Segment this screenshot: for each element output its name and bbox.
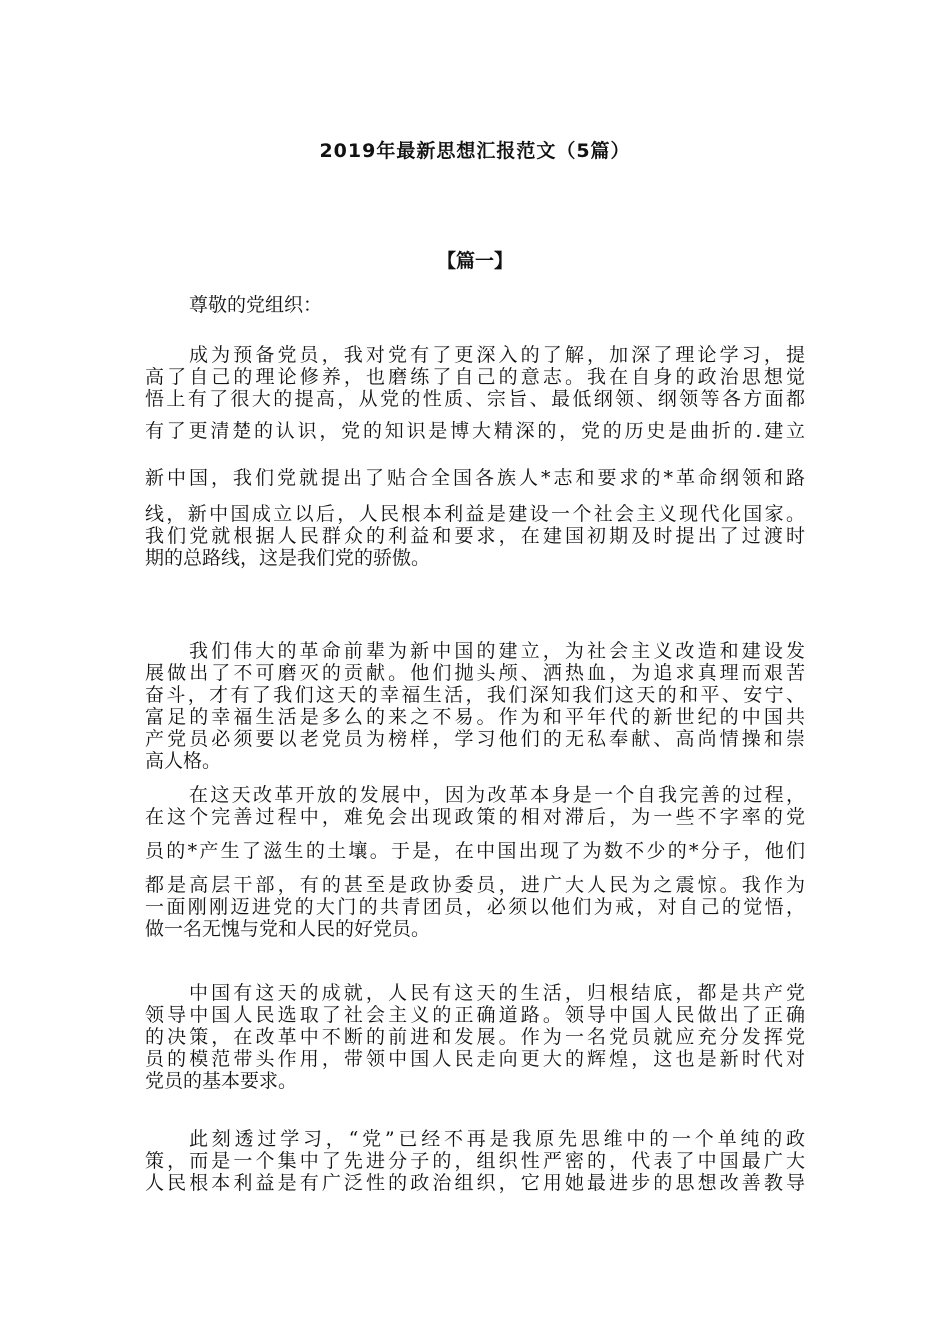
paragraph-3 <box>145 784 805 940</box>
paragraph-1 <box>145 344 805 569</box>
paragraph-line: 党员的基本要求。 <box>145 1070 298 1092</box>
paragraph-line: 员的模范带头作用，带领中国人民走向更大的辉煌，这也是新时代对 <box>145 1048 805 1070</box>
paragraph-line: 中国有这天的成就，人民有这天的生活，归根结底，都是共产党 <box>189 982 805 1004</box>
paragraph-line: 线，新中国成立以后，人民根本利益是建设一个社会主义现代化国家。 <box>145 503 805 525</box>
salutation <box>145 294 805 316</box>
paragraph-line: 产党员必须要以老党员为榜样，学习他们的无私奉献、高尚情操和崇 <box>145 728 805 750</box>
paragraph-line: 我们党就根据人民群众的利益和要求，在建国初期及时提出了过渡时 <box>145 525 805 547</box>
section-heading: 【篇一】 <box>436 250 513 272</box>
paragraph-line: 策，而是一个集中了先进分子的，组织性严密的，代表了中国最广大 <box>145 1150 805 1172</box>
paragraph-line: 期的总路线，这是我们党的骄傲。 <box>145 547 431 569</box>
paragraph-line: 悟上有了很大的提高，从党的性质、宗旨、最低纲领、纲领等各方面都 <box>145 388 805 410</box>
paragraph-line: 高人格。 <box>145 750 222 772</box>
paragraph-line: 在这个完善过程中，难免会出现政策的相对滞后，为一些不字率的党 <box>145 806 805 828</box>
paragraph-line: 富足的幸福生活是多么的来之不易。作为和平年代的新世纪的中国共 <box>145 706 805 728</box>
paragraph-line: 员的*产生了滋生的土壤。于是，在中国出现了为数不少的*分子，他们 <box>145 840 805 862</box>
paragraph-line: 都是高层干部，有的甚至是政协委员，进广大人民为之震惊。我作为 <box>145 874 805 896</box>
paragraph-line: 新中国，我们党就提出了贴合全国各族人*志和要求的*革命纲领和路 <box>145 467 805 489</box>
paragraph-5 <box>145 1128 805 1194</box>
paragraph-line: 我们伟大的革命前辈为新中国的建立，为社会主义改造和建设发 <box>189 640 805 662</box>
paragraph-line: 一面刚刚迈进党的大门的共青团员，必须以他们为戒，对自己的觉悟， <box>145 896 805 918</box>
paragraph-line: 有了更清楚的认识，党的知识是博大精深的，党的历史是曲折的.建立 <box>145 420 805 442</box>
paragraph-line: 此刻透过学习，“党”已经不再是我原先思维中的一个单纯的政 <box>189 1128 805 1150</box>
paragraph-line: 展做出了不可磨灭的贡献。他们抛头颅、洒热血，为追求真理而艰苦 <box>145 662 805 684</box>
paragraph-line: 奋斗，才有了我们这天的幸福生活，我们深知我们这天的和平、安宁、 <box>145 684 805 706</box>
salutation-text: 尊敬的党组织： <box>189 294 323 316</box>
document-title: 2019年最新思想汇报范文（5篇） <box>319 140 631 162</box>
paragraph-4 <box>145 982 805 1092</box>
paragraph-line: 在这天改革开放的发展中，因为改革本身是一个自我完善的过程， <box>189 784 805 806</box>
paragraph-line: 人民根本利益是有广泛性的政治组织，它用她最进步的思想改善教导 <box>145 1172 805 1194</box>
paragraph-line: 领导中国人民选取了社会主义的正确道路。领导中国人民做出了正确 <box>145 1004 805 1026</box>
paragraph-line: 做一名无愧与党和人民的好党员。 <box>145 918 431 940</box>
paragraph-2 <box>145 640 805 772</box>
paragraph-line: 的决策，在改革中不断的前进和发展。作为一名党员就应充分发挥党 <box>145 1026 805 1048</box>
paragraph-line: 成为预备党员，我对党有了更深入的了解，加深了理论学习，提 <box>189 344 805 366</box>
paragraph-line: 高了自己的理论修养，也磨练了自己的意志。我在自身的政治思想觉 <box>145 366 805 388</box>
